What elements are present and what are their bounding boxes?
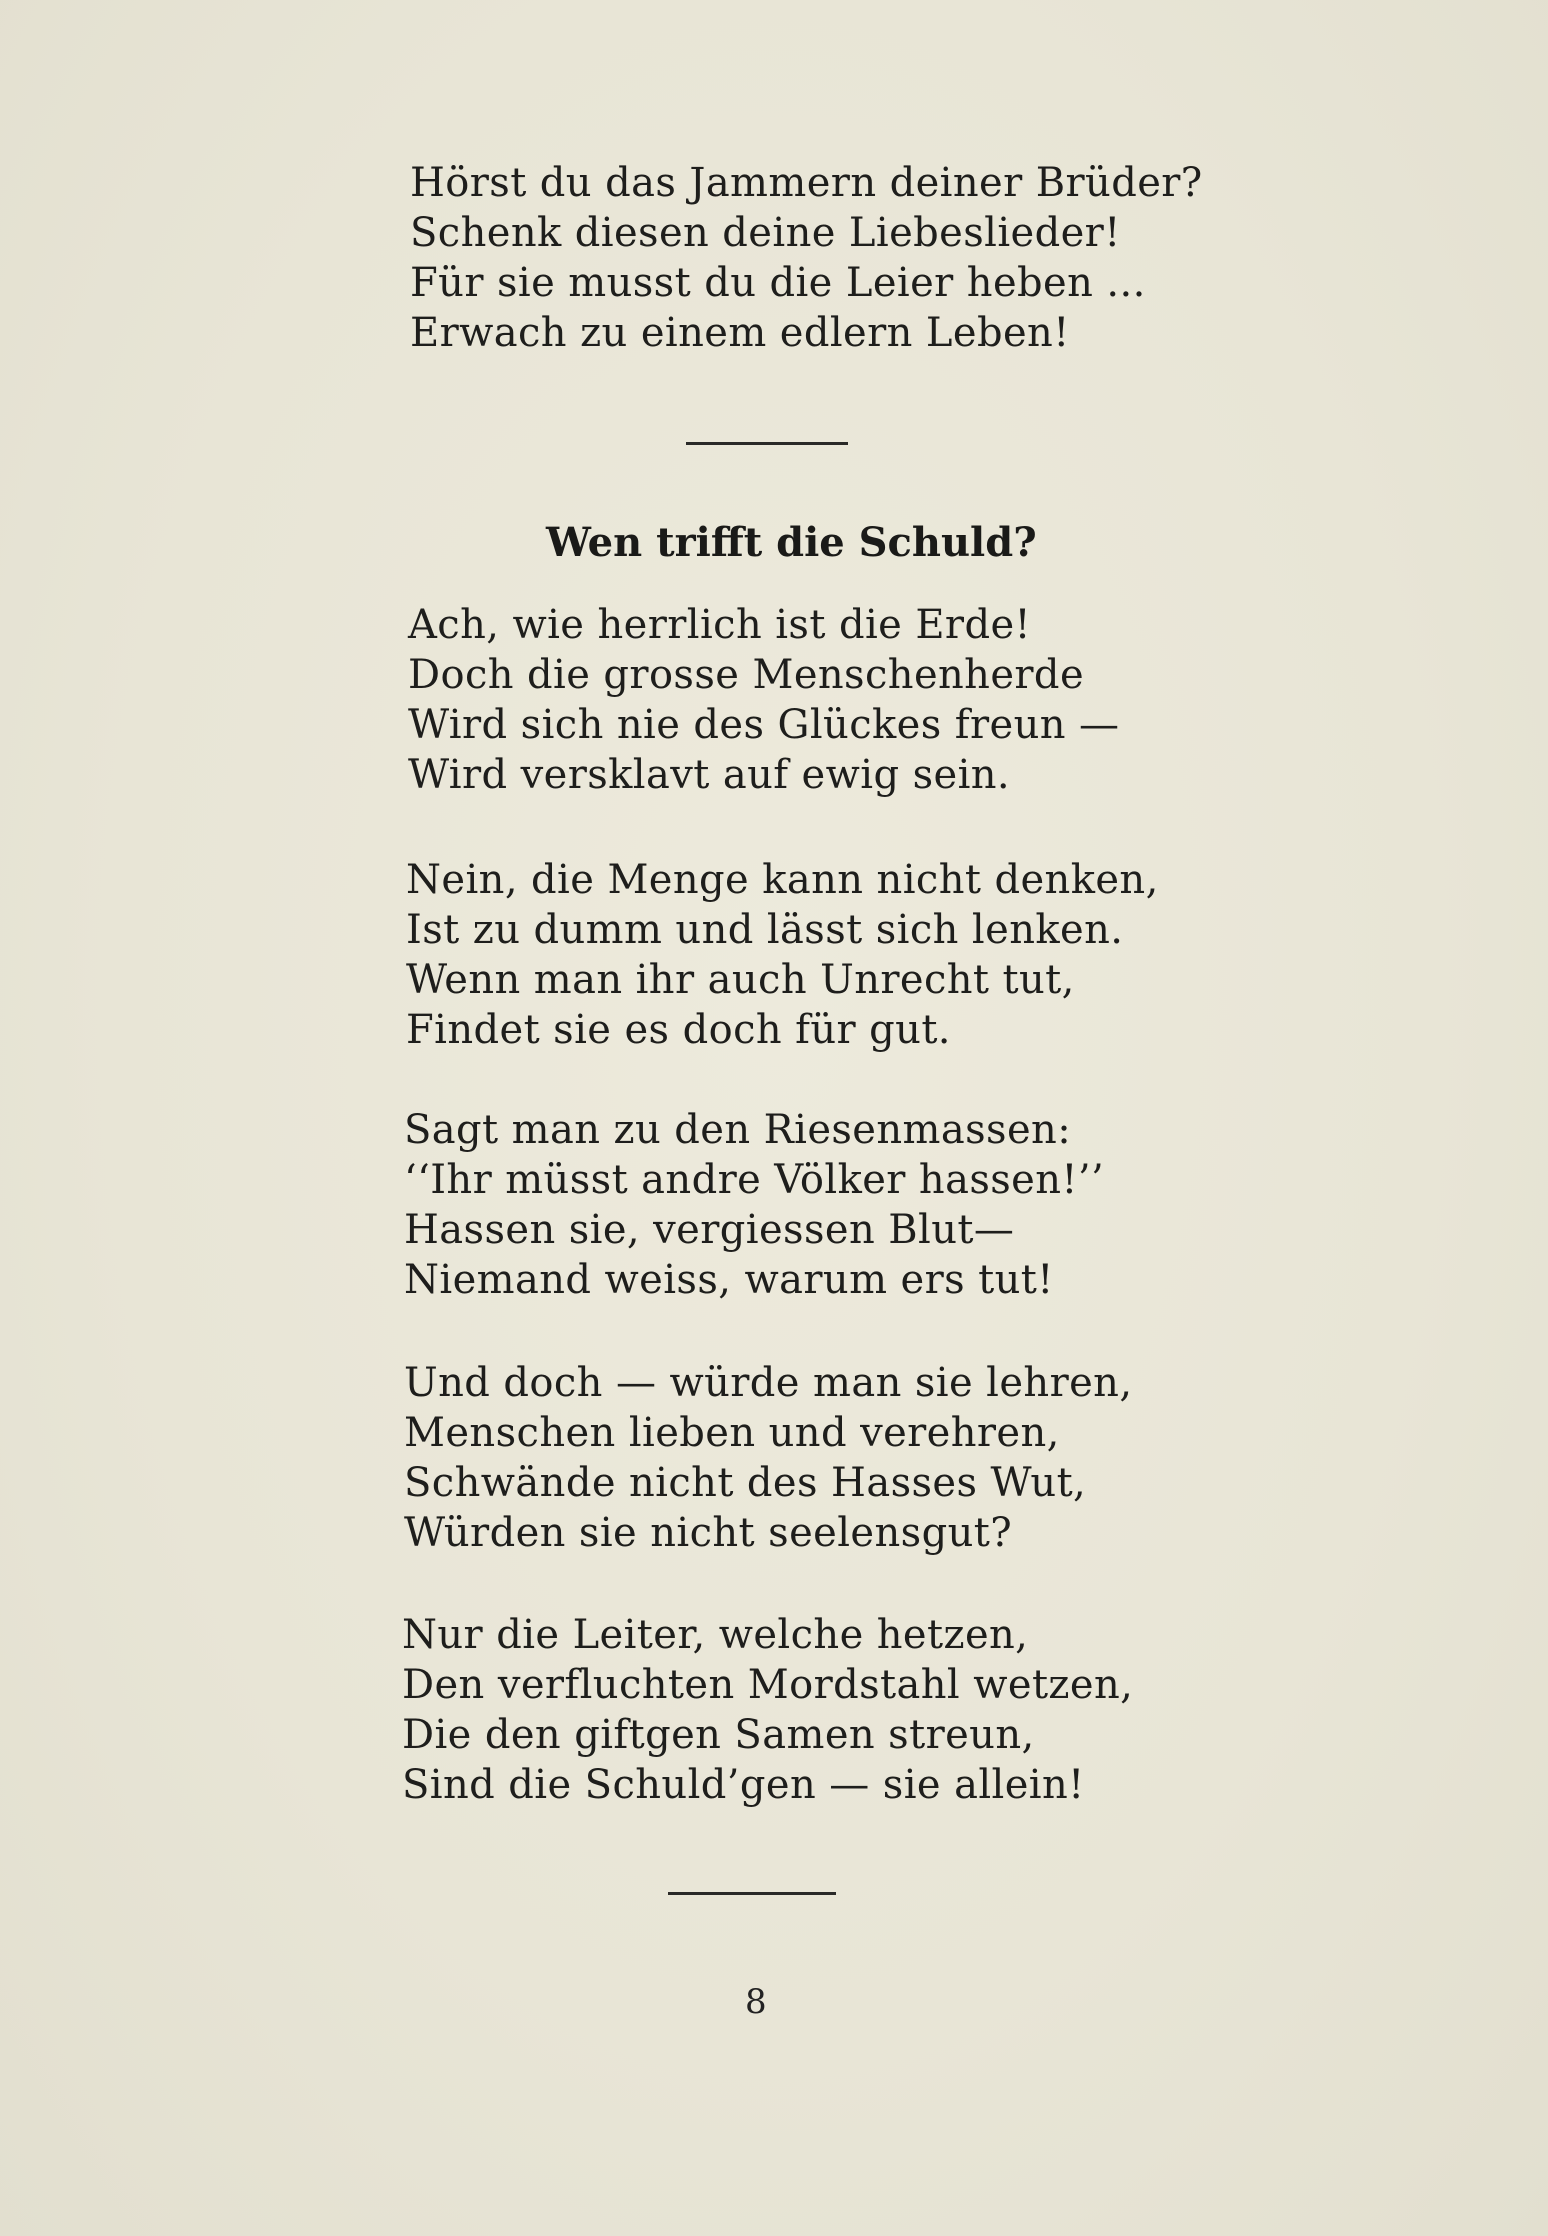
- verse-line: Und doch — würde man sie lehren,: [404, 1360, 1133, 1406]
- verse-line: Sagt man zu den Riesenmassen:: [404, 1107, 1072, 1153]
- section-divider: [686, 442, 848, 445]
- verse-line: Hörst du das Jammern deiner Brüder?: [410, 160, 1203, 206]
- stanza-5: [402, 1610, 1133, 1810]
- stanza-4: [404, 1358, 1132, 1558]
- verse-line: Erwach zu einem edlern Leben!: [410, 310, 1070, 356]
- verse-line: Ist zu dumm und lässt sich lenken.: [406, 907, 1124, 953]
- stanza-3: [404, 1105, 1104, 1305]
- verse-line: Sind die Schuld’gen — sie allein!: [402, 1762, 1085, 1808]
- verse-line: Die den giftgen Samen streun,: [402, 1712, 1035, 1758]
- top-stanza: [410, 158, 1203, 358]
- verse-line: Schwände nicht des Hasses Wut,: [404, 1460, 1087, 1506]
- verse-line: ‘‘Ihr müsst andre Völker hassen!’’: [404, 1157, 1105, 1203]
- verse-line: Den verfluchten Mordstahl wetzen,: [402, 1662, 1134, 1708]
- verse-line: Niemand weiss, warum ers tut!: [404, 1257, 1054, 1303]
- verse-line: Würden sie nicht seelensgut?: [404, 1510, 1013, 1556]
- verse-line: Hassen sie, vergiessen Blut—: [404, 1207, 1015, 1253]
- verse-line: Ach, wie herrlich ist die Erde!: [408, 602, 1032, 648]
- verse-line: Findet sie es doch für gut.: [406, 1007, 951, 1053]
- verse-line: Nur die Leiter, welche hetzen,: [402, 1612, 1029, 1658]
- verse-line: Wird sich nie des Glückes freun —: [408, 702, 1120, 748]
- stanza-2: [406, 855, 1159, 1055]
- section-divider: [668, 1892, 836, 1895]
- verse-line: Menschen lieben und verehren,: [404, 1410, 1060, 1456]
- verse-line: Wird versklavt auf ewig sein.: [408, 752, 1011, 798]
- page-number: 8: [745, 1982, 767, 2022]
- verse-line: Wenn man ihr auch Unrecht tut,: [406, 957, 1075, 1003]
- verse-line: Für sie musst du die Leier heben ...: [410, 260, 1146, 306]
- poem-title: Wen trifft die Schuld?: [546, 519, 1037, 566]
- verse-line: Doch die grosse Menschenherde: [408, 652, 1085, 698]
- verse-line: Schenk diesen deine Liebeslieder!: [410, 210, 1121, 256]
- verse-line: Nein, die Menge kann nicht denken,: [406, 857, 1159, 903]
- stanza-1: [408, 600, 1119, 800]
